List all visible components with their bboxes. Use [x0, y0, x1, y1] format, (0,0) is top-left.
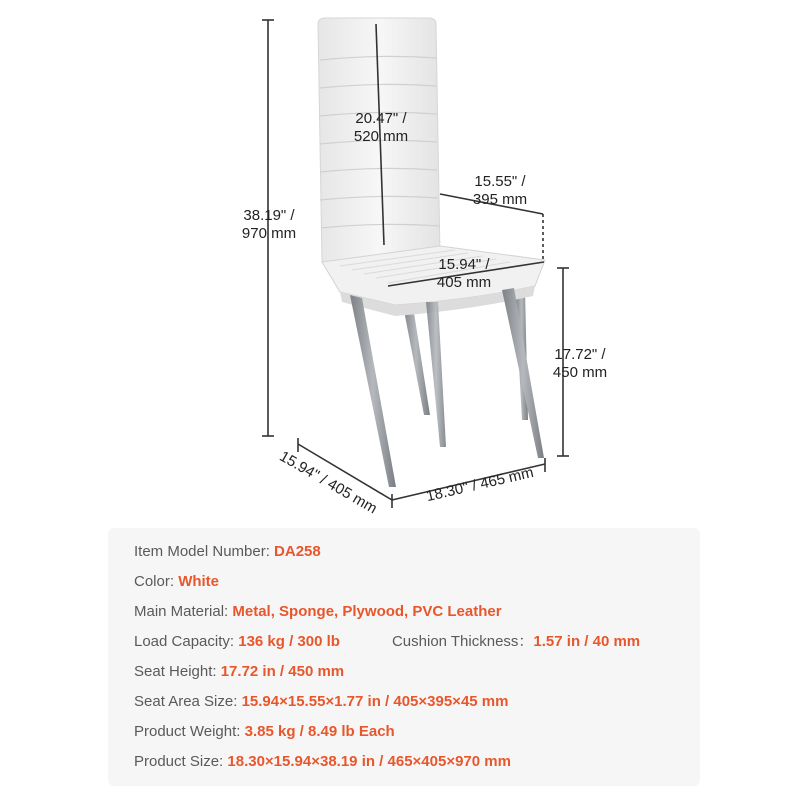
spec-size [134, 752, 511, 772]
spec-seat-height-label: Seat Height: [134, 663, 221, 680]
spec-weight [134, 722, 395, 742]
spec-weight-value: 3.85 kg / 8.49 lb Each [244, 723, 395, 740]
spec-seat-area [134, 692, 508, 712]
spec-size-value: 18.30×15.94×38.19 in / 465×405×970 mm [227, 753, 511, 770]
backrest-height-mm: 520 mm [353, 128, 409, 145]
seat-width-label [418, 256, 510, 292]
total-height-label [226, 207, 312, 243]
spec-seat-height [134, 662, 344, 682]
base-depth-text: 15.94" / 405 mm [276, 447, 380, 518]
spec-weight-label: Product Weight: [134, 723, 245, 740]
spec-model-value: DA258 [274, 543, 321, 560]
spec-panel [108, 528, 700, 786]
seat-depth-label [454, 173, 546, 209]
spec-load-value: 136 kg / 300 lb [238, 633, 340, 650]
spec-seat-area-value: 15.94×15.55×1.77 in / 405×395×45 mm [241, 693, 509, 710]
seat-depth-mm: 395 mm [472, 191, 528, 208]
spec-seat-area-label: Seat Area Size: [134, 693, 242, 710]
spec-material-value: Metal, Sponge, Plywood, PVC Leather [232, 603, 502, 620]
spec-cushion-value: 1.57 in / 40 mm [533, 633, 641, 650]
backrest-height-inches: 20.47" / [355, 110, 407, 127]
seat-height-inches: 17.72" / [554, 346, 606, 363]
spec-size-label: Product Size: [134, 753, 228, 770]
base-width-text: 18.30" / 465 mm [424, 463, 536, 506]
spec-load-cushion [134, 632, 640, 652]
spec-cushion-label: Cushion Thickness： [391, 633, 534, 650]
seat-depth-inches: 15.55" / [474, 173, 526, 190]
spec-material-label: Main Material: [134, 603, 233, 620]
seat-height-label [540, 346, 620, 382]
total-height-inches: 38.19" / [243, 207, 295, 224]
spec-color-value: White [178, 573, 220, 590]
seat-width-inches: 15.94" / [438, 256, 490, 273]
total-height-mm: 970 mm [241, 225, 297, 242]
backrest-height-label [336, 110, 426, 146]
spec-color-label: Color: [134, 573, 179, 590]
spec-model [134, 542, 321, 562]
spec-seat-height-value: 17.72 in / 450 mm [220, 663, 345, 680]
chair-front-legs [350, 288, 544, 487]
seat-height-mm: 450 mm [552, 364, 608, 381]
spec-material [134, 602, 502, 622]
spec-load-label: Load Capacity: [134, 633, 239, 650]
seat-width-mm: 405 mm [436, 274, 492, 291]
spec-color [134, 572, 219, 592]
spec-model-label: Item Model Number: [134, 543, 275, 560]
